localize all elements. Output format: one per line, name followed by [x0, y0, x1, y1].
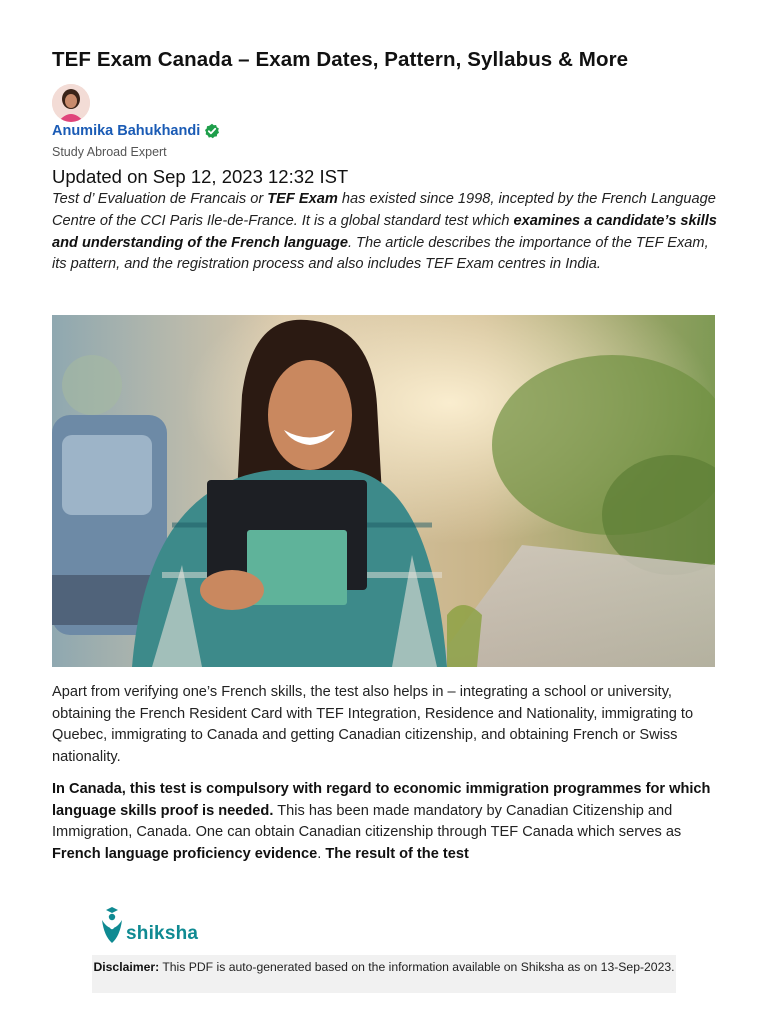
- updated-date: Updated on Sep 12, 2023 12:32 IST: [52, 166, 349, 187]
- disclaimer-text: This PDF is auto-generated based on the information available on Shiksha as on 13-Sep-2023.: [159, 960, 675, 974]
- body-paragraph-2: [52, 779, 722, 865]
- para2-text: This has been made mandatory by Canadian Citizenship and Immigration, Canada. One can obtain Canadian citizenship through TEF Canada which serves as: [52, 802, 682, 841]
- shiksha-logo-icon: [100, 906, 124, 944]
- hero-image: [52, 315, 715, 667]
- author-role: Study Abroad Expert: [52, 145, 167, 159]
- para2-bold-text: French language proficiency evidence: [52, 845, 318, 862]
- para2-bold-text: In Canada, this test is compulsory with regard to economic immigration programmes for which language skills proof is needed.: [52, 781, 711, 819]
- shiksha-logo-text: shiksha: [126, 923, 199, 944]
- author-row: [52, 123, 220, 139]
- shiksha-logo[interactable]: [100, 906, 198, 944]
- article-title: TEF Exam Canada – Exam Dates, Pattern, Syllabus & More: [52, 48, 629, 71]
- author-name-link[interactable]: Anumika Bahukhandi: [52, 123, 201, 139]
- intro-text: . The article describes the importance of the TEF Exam, its pattern, and the registration process and also includes TEF Exam centres in India.: [52, 234, 709, 273]
- para2-text: .: [317, 845, 326, 862]
- intro-text: has existed since 1998, incepted by the French Language Centre of the CCI Paris Ile-de-France. It is a global standard test which: [52, 191, 716, 229]
- intro-text: Test d’ Evaluation de Francais or: [52, 191, 268, 207]
- author-avatar[interactable]: [52, 84, 90, 122]
- disclaimer-box: [92, 955, 676, 993]
- intro-bold-text: TEF Exam: [267, 191, 338, 207]
- intro-bold-text: examines a candidate’s skills and understanding of the French language: [52, 212, 717, 251]
- intro-paragraph: [52, 189, 717, 276]
- verified-check-icon: [204, 123, 220, 139]
- disclaimer-label: Disclaimer:: [93, 960, 160, 974]
- body-paragraph-1: Apart from verifying one’s French skills, the test also helps in – integrating a school or university, obtaining the French Resident Card with TEF Integration, Residence and Nationality, immigrating to Quebec, immigrating to Canada and getting Canadian citizenship, and obtaining French or Swiss nationality.: [52, 684, 694, 765]
- para2-bold-text: The result of the test: [325, 845, 469, 862]
